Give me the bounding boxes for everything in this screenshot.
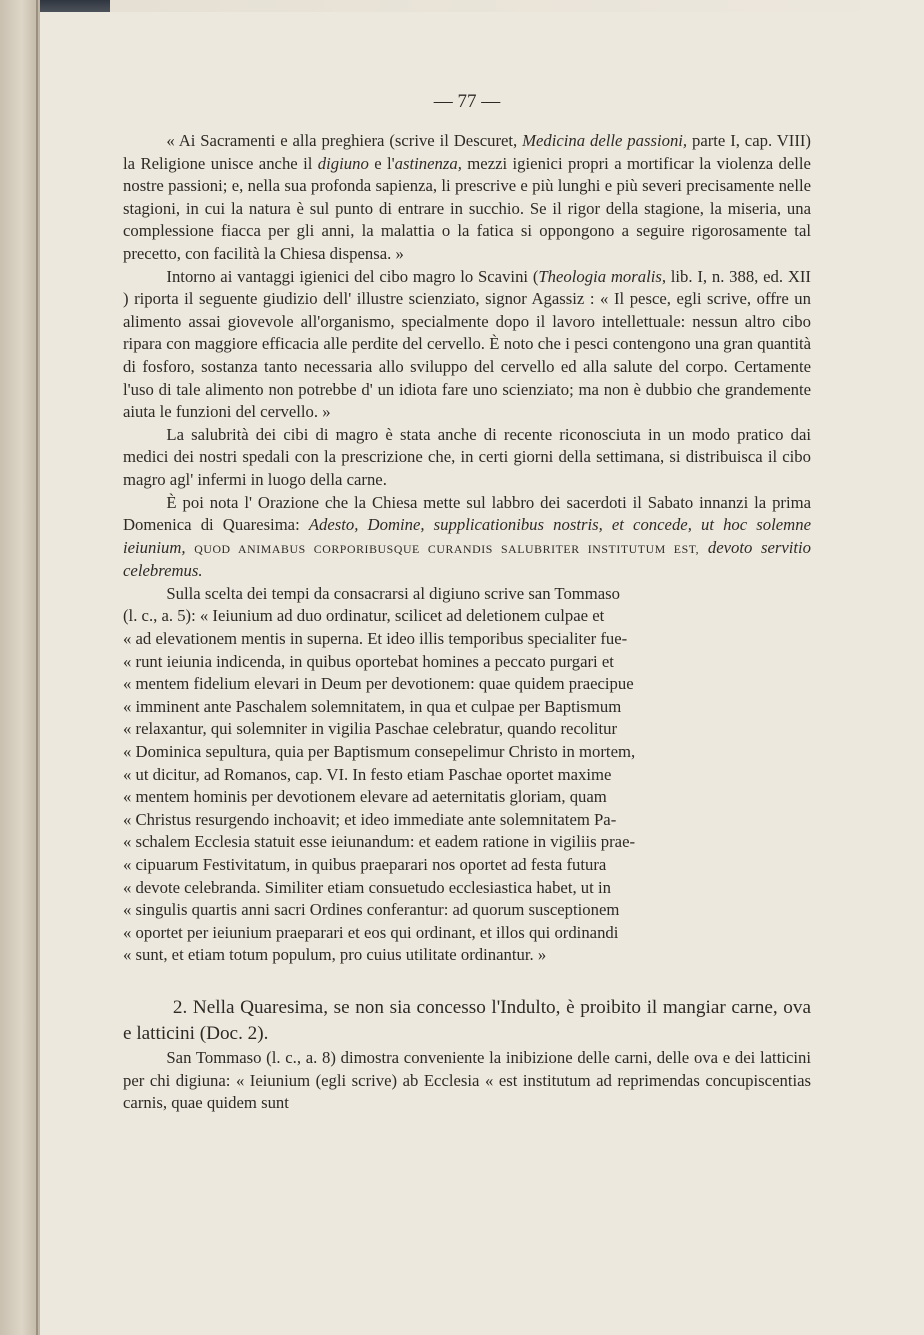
quote-line: « mentem fidelium elevari in Deum per devotionem: quae quidem praecipue [123, 674, 634, 694]
quote-line: « runt ieiunia indicenda, in quibus oportebat homines a peccato purgari et [123, 651, 614, 671]
quote-line: « Christus resurgendo inchoavit; et ideo immediate ante solemnitatem Pa- [123, 809, 617, 829]
quote-line: « ad elevationem mentis in superna. Et ideo illis temporibus specialiter fue- [123, 629, 628, 649]
text-run: Intorno ai vantaggi igienici del cibo magro lo Scavini ( [166, 266, 539, 286]
quote-line: « singulis quartis anni sacri Ordines conferantur: ad quorum susceptionem [123, 900, 620, 920]
text-run [186, 538, 195, 557]
text-run: « Ai Sacramenti e alla preghiera (scrive il Descuret, [166, 131, 523, 150]
book-page [40, 12, 924, 1335]
paragraph-salubrita [123, 424, 811, 492]
section-heading: 2. Nella Quaresima, se non sia concesso l'Indulto, è proibito il mangiar carne, ova e latticini (Doc. 2). [123, 996, 811, 1044]
quote-line: « imminent ante Paschalem solemnitatem, in qua et culpae per Baptismum [123, 696, 622, 716]
text-run: parte I, cap. VIII) la Religione unisce anche il [123, 131, 811, 173]
gutter-crease [36, 0, 38, 1335]
paragraph-descuret [123, 130, 811, 266]
quote-line: « mentem hominis per devotionem elevare ad aeternitatis gloriam, quam [123, 787, 607, 807]
italic-text: Adesto, Domine, supplicationibus nostris, et concede, ut hoc solemne ieiunium, [123, 515, 811, 557]
text-run: e l' [368, 153, 395, 173]
paragraph-orazione [123, 492, 811, 583]
text-run: , lib. I, n. 388, ed. XII ) riporta il seguente giudizio dell' illustre scienziato, signor Agassiz : « Il pesce, egli scrive, offre un alimento assai giovevole all'organismo, specialmente dopo il lavoro intellettuale: nessun altro cibo ripara con maggiore efficacia alle perdite del cervello. È noto che i pesci contengono una gran quantità di fosforo, sostanza tanto necessaria allo sviluppo del cervello ed alla salute del corpo. Certamente l'uso di tale alimento non potrebbe d' un idiota fare uno scienziato; ma non è dubbio che grandemente aiuta le funzioni del cervello. » [123, 266, 811, 422]
small-caps-text: QUOD ANIMABUS CORPORIBUSQUE CURANDIS SALUBRITER INSTITUTUM EST, [194, 541, 700, 556]
text-run [699, 538, 708, 557]
quote-line: « relaxantur, qui solemniter in vigilia Paschae celebratur, quando recolitur [123, 719, 618, 739]
quote-line: « cipuarum Festivitatum, in quibus praeparari nos oportet ad festa futura [123, 855, 607, 874]
quote-san-tommaso [123, 583, 811, 967]
quote-line: « ut dicitur, ad Romanos, cap. VI. In festo etiam Paschae oportet maxime [123, 764, 612, 784]
italic-text: devoto servitio celebremus. [123, 537, 812, 581]
page-number: — 77 — [433, 91, 501, 112]
quote-line: (l. c., a. 5): « Ieiunium ad duo ordinatur, scilicet ad deletionem culpae et [123, 606, 605, 626]
text-run: La salubrità dei cibi di magro è stata anche di recente riconosciuta in un modo pratico dai medici dei nostri spedali con la prescrizione che, in certi giorni della settimana, si distribuisca il cibo magro agl' infermi in luogo della carne. [123, 424, 811, 489]
quote-line: « Dominica sepultura, quia per Baptismum consepelimur Christo in mortem, [123, 742, 636, 762]
quote-line: « schalem Ecclesia statuit esse ieiunandum: et eadem ratione in vigiliis prae- [123, 832, 636, 852]
italic-text: astinenza, [394, 153, 462, 173]
quote-line: Sulla scelta dei tempi da consacrarsi al digiuno scrive san Tommaso [166, 583, 621, 603]
text-run: mezzi igienici propri a mortificar la violenza delle nostre passioni; e, nella sua profonda sapienza, li prescrive e più lunghi e più severi precisamente nelle stagioni, in cui la natura è sul punto di entrare in succhio. Se il rigor della stagione, la miseria, una complessione fiacca per gli anni, la malattia o la fatica si oppongono a seguire rigorosamente tal precetto, con facilità la Chiesa dispensa. » [123, 153, 811, 263]
section-body: San Tommaso (l. c., a. 8) dimostra conveniente la inibizione delle carni, delle ova e dei latticini per chi digiuna: « Ieiunium (egli scrive) ab Ecclesia « est institutum ad reprimendas concupiscentias carnis, quae quidem sunt [123, 1047, 811, 1113]
paragraph-agassiz [123, 266, 811, 424]
quote-line: « sunt, et etiam totum populum, pro cuius utilitate ordinantur. » [123, 945, 547, 965]
italic-text: Medicina delle passioni, [522, 131, 688, 150]
book-gutter [0, 0, 40, 1335]
quote-line: « oportet per ieiunium praeparari et eos qui ordinant, et illos qui ordinandi [123, 922, 619, 942]
text-run: È poi nota l' Orazione che la Chiesa mette sul labbro dei sacerdoti il Sabato innanzi la prima Domenica di Quaresima: [123, 492, 811, 535]
italic-text: Theologia moralis [538, 266, 662, 286]
quote-line: « devote celebranda. Similiter etiam consuetudo ecclesiastica habet, ut in [123, 877, 611, 897]
italic-text: digiuno [317, 153, 369, 173]
page-content [123, 90, 811, 1115]
